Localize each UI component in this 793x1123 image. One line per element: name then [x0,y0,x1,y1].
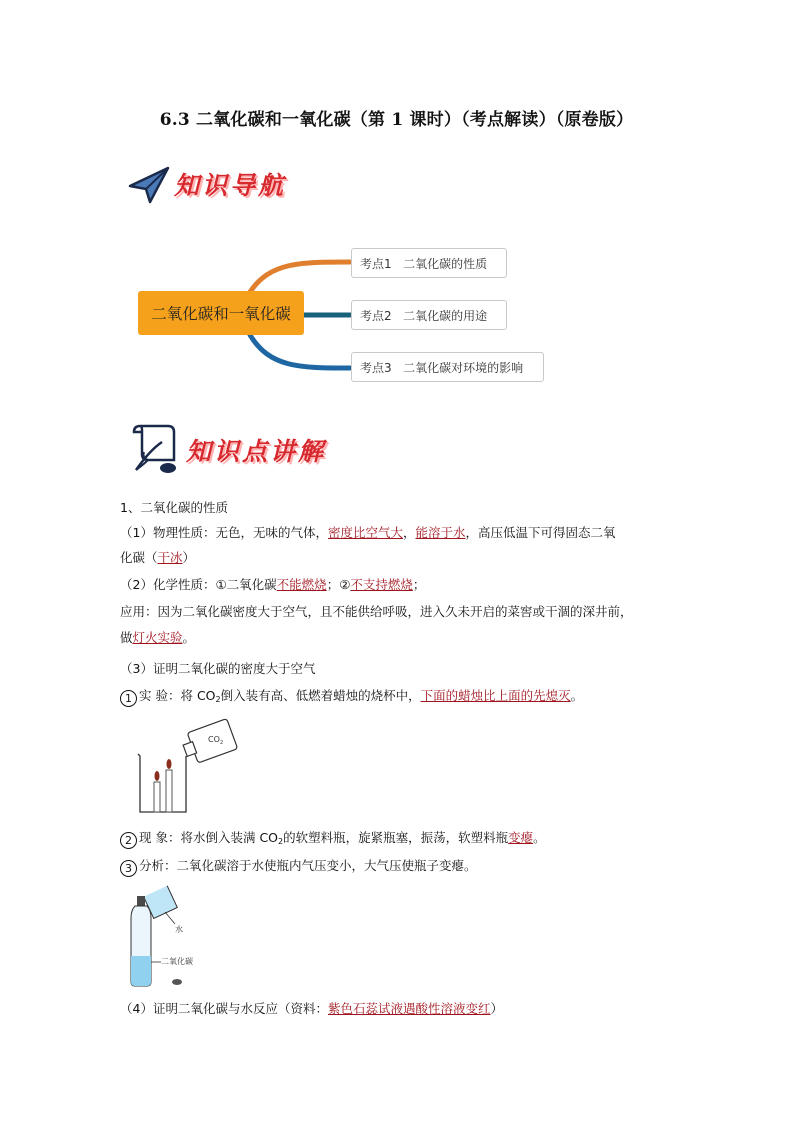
text-span: ；② [326,577,351,592]
experiment-line [120,687,583,709]
answer-span: 密度比空气大 [327,525,403,540]
application-text: 应用：因为二氧化碳密度大于空气，且不能供给呼吸，进入久未开启的菜窖或干涸的深井前， [120,604,633,619]
chemical-properties [120,576,425,594]
text-span: 化碳（ [120,550,158,565]
mindmap-node-2: 考点2 二氧化碳的用途 [351,300,507,330]
text-span: 。 [182,630,196,645]
subscript: 2 [215,695,221,704]
answer-span: 灯火实验 [132,630,183,645]
analysis-line [120,857,477,877]
number-circle: 2 [120,832,137,849]
knowledge-nav-title: 知识导航 [174,171,287,200]
text-span: 实 验：将 CO [139,688,216,703]
answer-span: 变瘪 [508,830,534,845]
subscript: 2 [278,837,284,846]
co2-label: 二氧化碳 [161,957,193,966]
bottle-label-sub: 2 [220,740,224,746]
text-span: （4）证明二氧化碳与水反应（资料： [120,1001,328,1016]
answer-span: 紫色石蕊试液遇酸性溶液变红 [327,1001,491,1016]
water-label: 水 [175,925,183,934]
answer-span: 能溶于水 [415,525,466,540]
text-span: 的软塑料瓶，旋紧瓶塞，振荡，软塑料瓶 [283,830,509,845]
density-proof-heading: （3）证明二氧化碳的密度大于空气 [120,661,316,676]
number-circle: 1 [120,690,137,707]
bottle-label: CO [208,735,220,744]
text-span: 分析：二氧化碳溶于水使瓶内气压变小，大气压使瓶子变瘪。 [139,858,477,873]
number-circle: 3 [120,860,137,877]
application-text-cont [120,629,195,647]
phenomenon-line [120,829,546,851]
text-span: 。 [570,688,584,703]
answer-span: 下面的蜡烛比上面的先熄灭 [420,688,571,703]
answer-span: 不能燃烧 [276,577,327,592]
text-span: 。 [533,830,546,845]
mindmap-node-1: 考点1 二氧化碳的性质 [351,248,507,278]
answer-span: 干冰 [157,550,183,565]
text-span: 倒入装有高、低燃着蜡烛的烧杯中， [220,688,421,703]
section-heading: 1、二氧化碳的性质 [120,500,228,515]
text-span: ； [412,577,426,592]
candle-beaker-figure [130,712,250,816]
text-span: （1）物理性质：无色，无味的气体， [120,525,328,540]
text-span: ， [402,525,416,540]
physical-properties [120,524,616,542]
text-span: （2）化学性质：①二氧化碳 [120,577,277,592]
text-span: ） [490,1001,503,1016]
text-span: ，高压低温下可得固态二氧 [465,525,616,540]
mindmap-center-node: 二氧化碳和一氧化碳 [138,291,304,335]
knowledge-points-banner [128,420,388,476]
text-span: ） [182,550,196,565]
knowledge-points-title: 知识点讲解 [186,437,327,466]
page-title: 6.3 二氧化碳和一氧化碳（第 1 课时）（考点解读）（原卷版） [159,110,634,130]
text-span: 做 [120,630,133,645]
physical-properties-cont [120,549,195,567]
answer-span: 不支持燃烧 [350,577,413,592]
mindmap-node-3: 考点3 二氧化碳对环境的影响 [351,352,544,382]
text-span: 现 象：将水倒入装满 CO [139,830,279,845]
plastic-bottle-figure [125,882,220,994]
water-reaction-heading [120,1000,503,1018]
scroll-quill-icon [128,420,184,476]
